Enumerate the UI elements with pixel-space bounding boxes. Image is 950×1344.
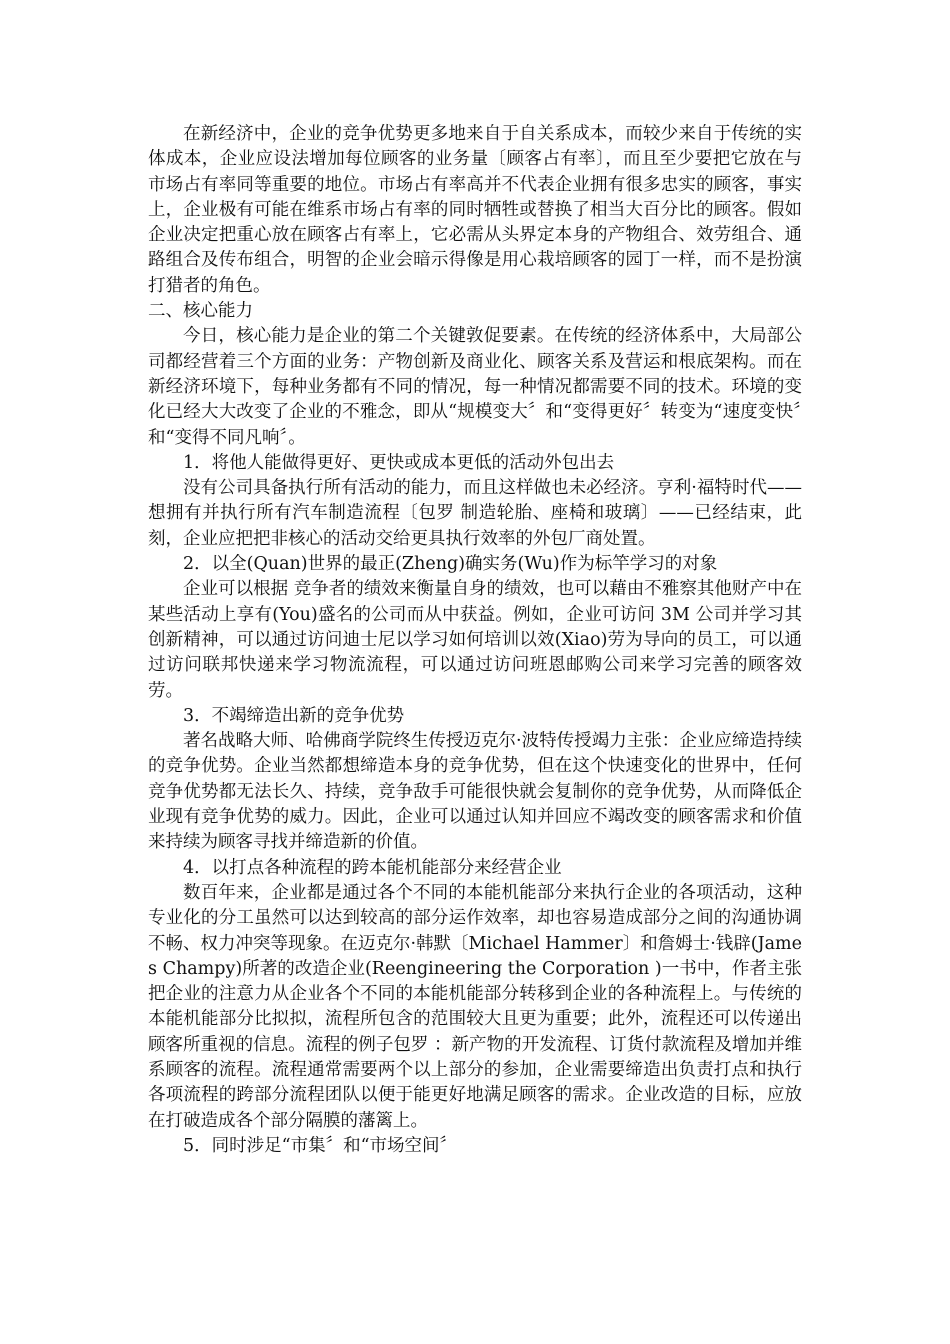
- subsection-heading: 3．不竭缔造出新的竞争优势: [183, 705, 405, 726]
- body-paragraph: 在新经济中，企业的竞争优势更多地来自于自关系成本，而较少来自于传统的实体成本，企业应设法增加每位顾客的业务量〔顾客占有率〕，而且至少要把它放在与市场占有率同等重要的地位。市场占有率高并不代表企业拥有很多忠实的顾客，事实上，企业极有可能在维系市场占有率的同时牺牲或替换了相当大百分比的顾客。假如企业决定把重心放在顾客占有率上，它必需从头界定本身的产物组合、效劳组合、通路组合及传布组合，明智的企业会暗示得像是用心栽培顾客的园丁一样，而不是扮演打猎者的角色。: [148, 124, 802, 296]
- subsection-heading: 1．将他人能做得更好、更快或成本更低的活动外包出去: [183, 452, 615, 473]
- body-paragraph: 没有公司具备执行所有活动的能力，而且这样做也未必经济。亨利·福特时代——想拥有并执行所有汽车制造流程〔包罗 制造轮胎、座椅和玻璃〕——已经结束，此刻，企业应把把非核心的活动交给更具执行效率的外包厂商处置。: [148, 478, 802, 549]
- subsection-heading: 2．以全(Quan)世界的最正(Zheng)确实务(Wu)作为标竿学习的对象: [183, 554, 718, 575]
- section-heading: 二、核心能力: [148, 301, 253, 322]
- subsection-heading: 5．同时涉足“市集〞和“市场空间〞: [183, 1135, 458, 1156]
- document-page: [148, 122, 802, 1159]
- body-paragraph: 今日，核心能力是企业的第二个关键敦促要素。在传统的经济体系中，大局部公司都经营着三个方面的业务：产物创新及商业化、顾客关系及营运和根底架构。而在新经济环境下，每种业务都有不同的情况，每一种情况都需要不同的技术。环境的变化已经大大改变了企业的不雅念，即从“规模变大〞和“变得更好〞转变为“速度变快〞和“变得不同凡响〞。: [148, 326, 802, 448]
- subsection-heading: 4．以打点各种流程的跨本能机能部分来经营企业: [183, 857, 562, 878]
- body-paragraph: 著名战略大师、哈佛商学院终生传授迈克尔·波特传授竭力主张：企业应缔造持续的竞争优势。企业当然都想缔造本身的竞争优势，但在这个快速变化的世界中，任何竞争优势都无法长久、持续，竞争敌手可能很快就会复制你的竞争优势，从而降低企业现有竞争优势的威力。因此，企业可以通过认知并回应不竭改变的顾客需求和价值来持续为顾客寻找并缔造新的价值。: [148, 731, 802, 853]
- body-paragraph: 数百年来，企业都是通过各个不同的本能机能部分来执行企业的各项活动，这种专业化的分工虽然可以达到较高的部分运作效率，却也容易造成部分之间的沟通协调不畅、权力冲突等现象。在迈克尔·韩默〔Michael Hammer〕和詹姆士·钱辟(James Champy)所著的改造企业(Reengineering the Corporation )一书中，作者主张把企业的注意力从企业各个不同的本能机能部分转移到企业的各种流程上。与传统的本能机能部分比拟拟，流程所包含的范围较大且更为重要；此外，流程还可以传递出顾客所重视的信息。流程的例子包罗 ：新产物的开发流程、订货付款流程及增加并维系顾客的流程。流程通常需要两个以上部分的参加，企业需要缔造出负责打点和执行各项流程的跨部分流程团队以便于能更好地满足顾客的需求。企业改造的目标，应放在打破造成各个部分隔膜的藩篱上。: [148, 882, 802, 1131]
- body-paragraph: 企业可以根据 竞争者的绩效来衡量自身的绩效，也可以藉由不雅察其他财产中在某些活动上享有(You)盛名的公司而从中获益。例如，企业可访问 3M 公司并学习其创新精神，可以通过访问迪士尼以学习如何培训以效(Xiao)劳为导向的员工，可以通过访问联邦快递来学习物流流程，可以通过访问班恩邮购公司来学习完善的顾客效劳。: [148, 579, 802, 701]
